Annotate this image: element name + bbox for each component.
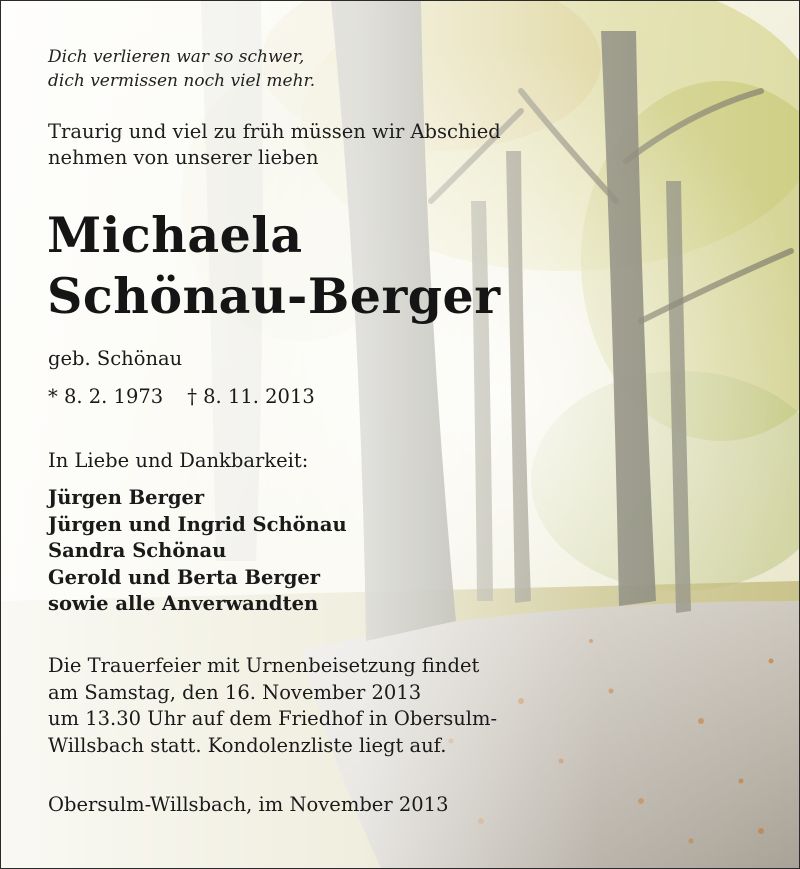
mourner-name: Gerold und Berta Berger <box>48 565 321 589</box>
poem-line: dich vermissen noch viel mehr. <box>48 71 316 91</box>
ceremony-line: Willsbach statt. Kondolenzliste liegt auf. <box>48 733 447 757</box>
maiden-name: geb. Schönau <box>48 347 183 370</box>
intro-line: Traurig und viel zu früh müssen wir Abschied <box>48 120 501 143</box>
ceremony-info <box>48 653 497 759</box>
poem-verse <box>48 45 315 93</box>
place-date-closing: Obersulm-Willsbach, im November 2013 <box>48 793 449 816</box>
intro-line: nehmen von unserer lieben <box>48 146 319 169</box>
mourner-name: sowie alle Anverwandten <box>48 592 319 615</box>
mourner-name: Jürgen Berger <box>48 486 205 509</box>
deceased-name <box>47 205 501 327</box>
life-dates <box>48 384 315 410</box>
mourner-name: Jürgen und Ingrid Schönau <box>48 512 347 536</box>
mourners-list <box>48 485 347 618</box>
first-name: Michaela <box>47 206 303 264</box>
poem-line: Dich verlieren war so schwer, <box>48 47 305 67</box>
mourner-name: Sandra Schönau <box>48 539 227 562</box>
intro-text <box>48 119 501 171</box>
ceremony-line: Die Trauerfeier mit Urnenbeisetzung findet <box>48 654 480 677</box>
ceremony-line: um 13.30 Uhr auf dem Friedhof in Obersulm- <box>48 707 498 730</box>
ceremony-line: am Samstag, den 16. November 2013 <box>48 680 422 704</box>
last-name: Schönau-Berger <box>47 267 501 325</box>
death-date: † 8. 11. 2013 <box>187 385 315 408</box>
thanks-heading: In Liebe und Dankbarkeit: <box>48 449 309 472</box>
birth-date: * 8. 2. 1973 <box>48 385 164 408</box>
